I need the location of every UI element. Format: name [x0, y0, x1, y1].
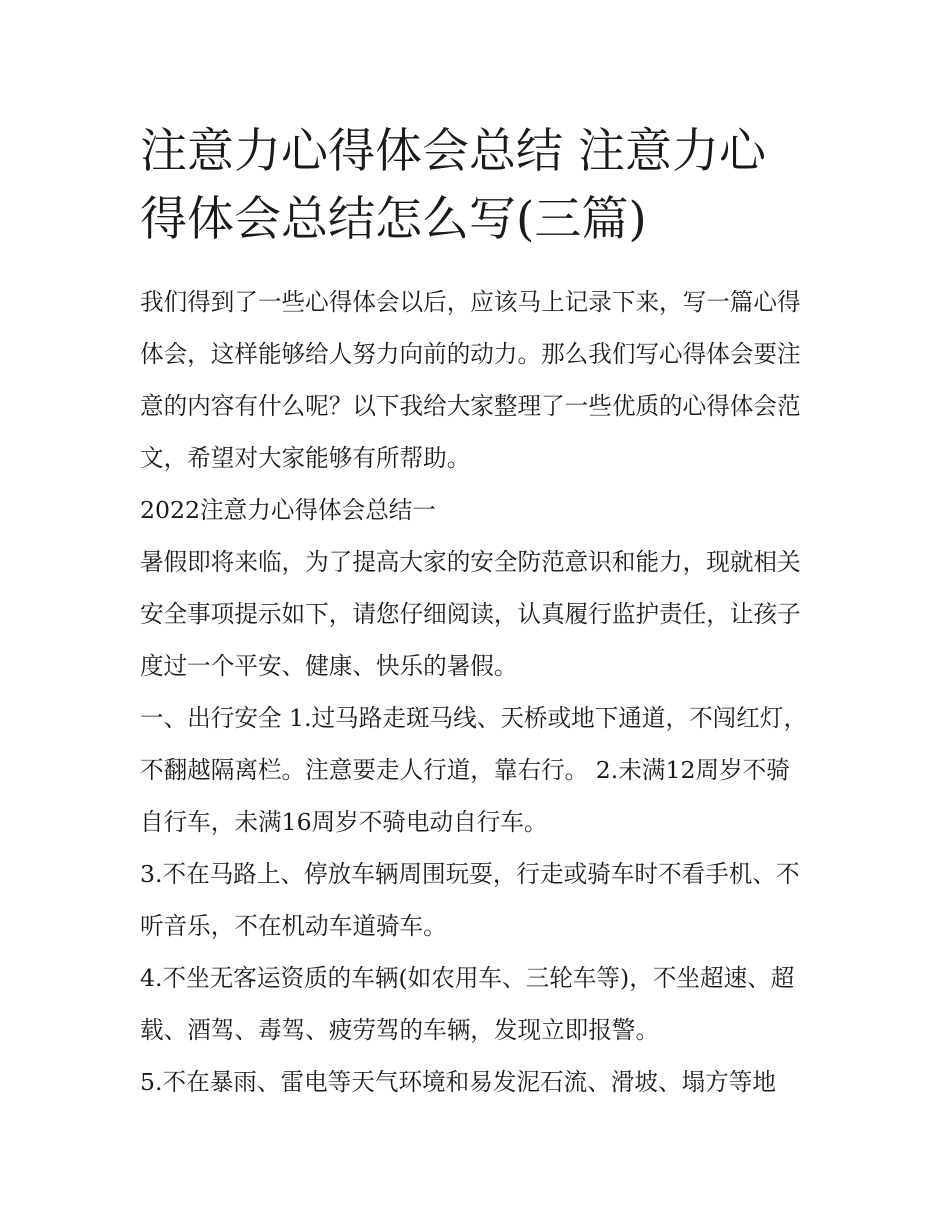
body-paragraph: 4.不坐无客运资质的车辆(如农用车、三轮车等)，不坐超速、超载、酒驾、毒驾、疲劳驾的车辆，发现立即报警。 [140, 964, 795, 1044]
title-line-2: 得体会总结怎么写(三篇) [140, 192, 647, 247]
body-paragraph: 一、出行安全 1.过马路走斑马线、天桥或地下通道，不闯红灯，不翻越隔离栏。注意要走人行道，靠右行。 2.未满12周岁不骑自行车，未满16周岁不骑电动自行车。 [140, 704, 808, 836]
document-page [140, 118, 812, 1108]
intro-paragraph: 我们得到了一些心得体会以后，应该马上记录下来，写一篇心得体会，这样能够给人努力向前的动力。那么我们写心得体会要注意的内容有什么呢？以下我给大家整理了一些优质的心得体会范文，希望对大家能够有所帮助。 [140, 288, 801, 472]
body-paragraph: 5.不在暴雨、雷电等天气环境和易发泥石流、滑坡、塌方等地 [140, 1068, 776, 1096]
section-heading: 2022注意力心得体会总结一 [140, 496, 436, 524]
document-title [140, 118, 812, 254]
title-line-1: 注意力心得体会总结 注意力心 [140, 124, 766, 179]
document-body [140, 276, 812, 1108]
body-paragraph: 3.不在马路上、停放车辆周围玩耍，行走或骑车时不看手机、不听音乐，不在机动车道骑车。 [140, 860, 800, 940]
body-paragraph: 暑假即将来临，为了提高大家的安全防范意识和能力，现就相关安全事项提示如下，请您仔细阅读，认真履行监护责任，让孩子度过一个平安、健康、快乐的暑假。 [140, 548, 801, 680]
